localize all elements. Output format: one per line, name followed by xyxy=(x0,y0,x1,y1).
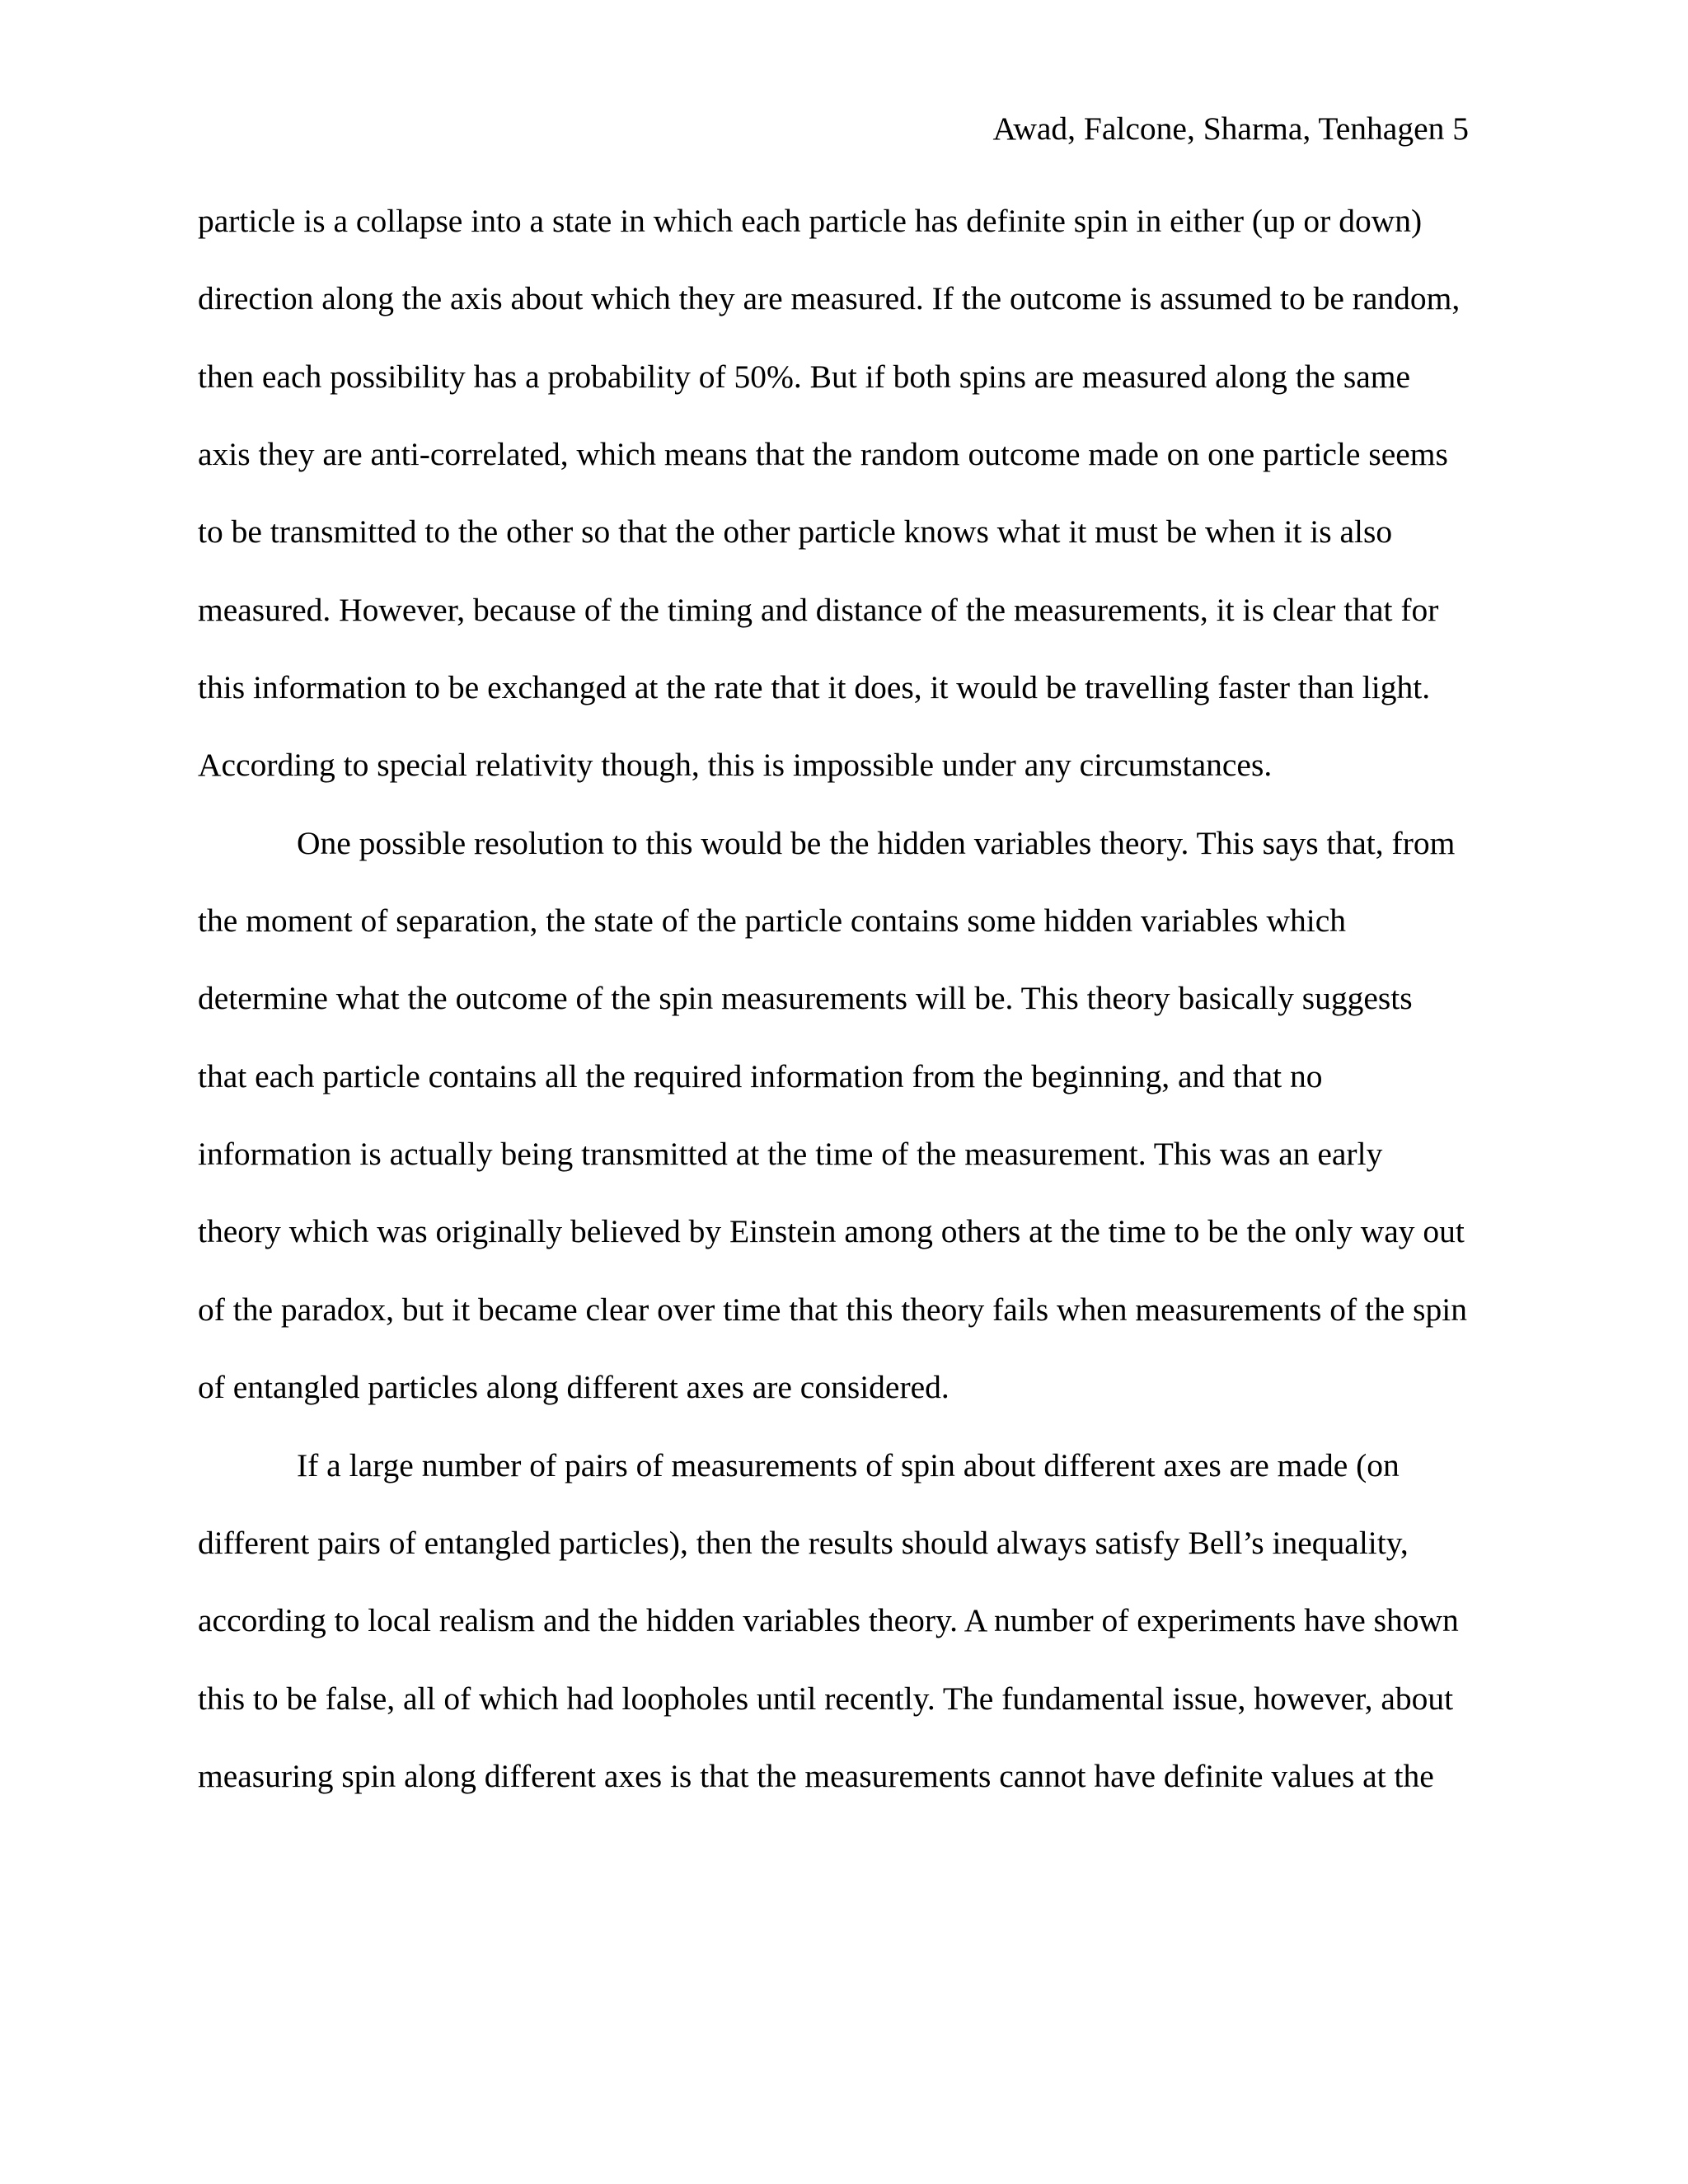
text-line: different pairs of entangled particles), then the results should always satisfy Bell’s inequality, xyxy=(198,1524,1409,1561)
running-head: Awad, Falcone, Sharma, Tenhagen 5 xyxy=(992,110,1469,147)
text-line: particle is a collapse into a state in which each particle has definite spin in either (up or down) xyxy=(198,203,1423,239)
text-line: direction along the axis about which they are measured. If the outcome is assumed to be random, xyxy=(198,280,1461,317)
text-line: then each possibility has a probability of 50%. But if both spins are measured along the same xyxy=(198,358,1411,395)
text-line: of the paradox, but it became clear over time that this theory fails when measurements of the spin xyxy=(198,1291,1467,1328)
text-line: information is actually being transmitted at the time of the measurement. This was an early xyxy=(198,1136,1383,1173)
text-line: according to local realism and the hidden variables theory. A number of experiments have shown xyxy=(198,1602,1459,1639)
text-line: this to be false, all of which had loopholes until recently. The fundamental issue, however, about xyxy=(198,1680,1454,1717)
paragraph-first-line: If a large number of pairs of measurements of spin about different axes are made (on xyxy=(297,1446,1400,1483)
text-line: theory which was originally believed by Einstein among others at the time to be the only way out xyxy=(198,1213,1465,1250)
text-line: to be transmitted to the other so that the other particle knows what it must be when it is also xyxy=(198,513,1393,551)
text-line: the moment of separation, the state of the particle contains some hidden variables which xyxy=(198,902,1347,940)
text-line: measured. However, because of the timing and distance of the measurements, it is clear that for xyxy=(198,591,1439,628)
paragraph-first-line: One possible resolution to this would be the hidden variables theory. This says that, from xyxy=(297,824,1456,861)
text-line: determine what the outcome of the spin measurements will be. This theory basically suggests xyxy=(198,980,1413,1017)
text-line: that each particle contains all the required information from the beginning, and that no xyxy=(198,1057,1323,1094)
text-line: axis they are anti-correlated, which means that the random outcome made on one particle seems xyxy=(198,436,1448,473)
body-text xyxy=(198,198,1467,1830)
text-line: of entangled particles along different axes are considered. xyxy=(198,1369,950,1406)
text-line: this information to be exchanged at the rate that it does, it would be travelling faster than light. xyxy=(198,669,1431,706)
text-line: measuring spin along different axes is that the measurements cannot have definite values at the xyxy=(198,1757,1434,1794)
text-line: According to special relativity though, this is impossible under any circumstances. xyxy=(198,747,1273,784)
